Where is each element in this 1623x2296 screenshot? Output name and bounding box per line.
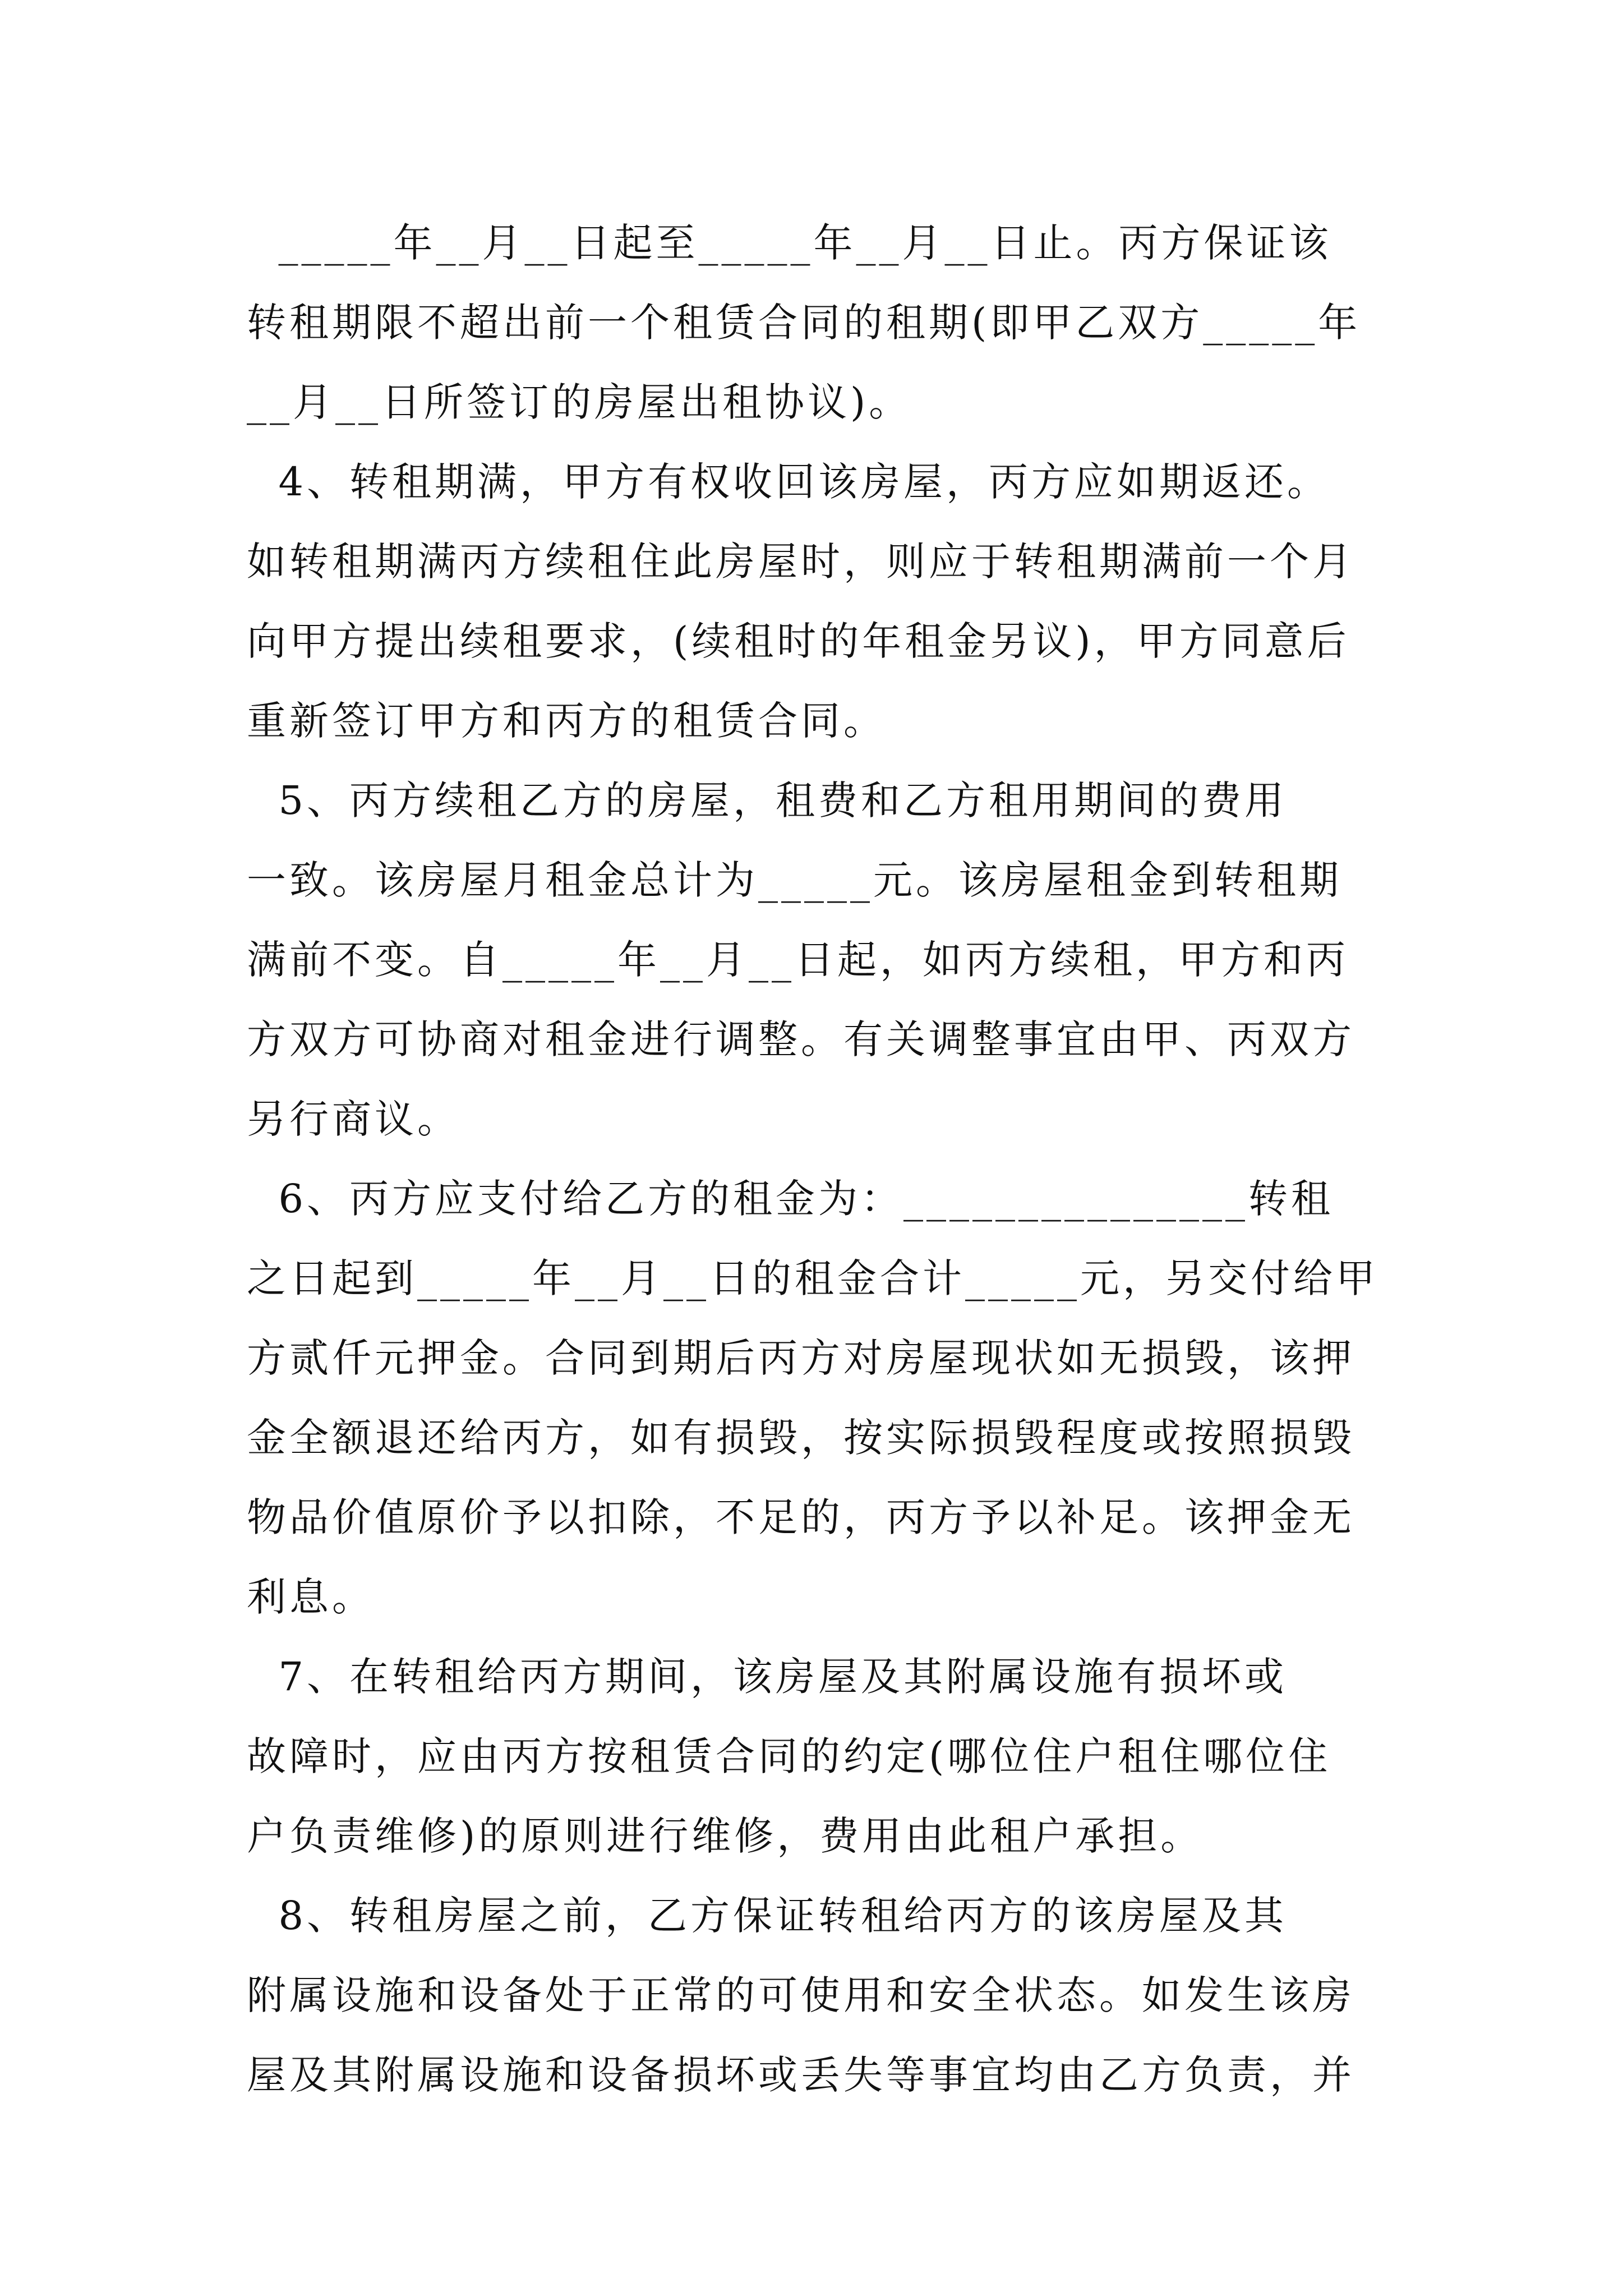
text-line: 6、丙方应支付给乙方的租金为：_______________转租 (247, 1176, 1334, 1222)
text-line: 4、转租期满，甲方有权收回该房屋，丙方应如期返还。 (247, 459, 1330, 505)
text-line: 屋及其附属设施和设备损坏或丢失等事宜均由乙方负责，并 (247, 2052, 1355, 2098)
text-line: 7、在转租给丙方期间，该房屋及其附属设施有损坏或 (247, 1654, 1288, 1700)
text-line: 5、丙方续租乙方的房屋，租费和乙方租用期间的费用 (247, 777, 1288, 823)
text-line: 物品价值原价予以扣除，不足的，丙方予以补足。该押金无 (247, 1494, 1355, 1540)
text-line: 一致。该房屋月租金总计为_____元。该房屋租金到转租期 (247, 857, 1342, 903)
text-line: 重新签订甲方和丙方的租赁合同。 (247, 698, 886, 744)
text-line: 8、转租房屋之前，乙方保证转租给丙方的该房屋及其 (247, 1893, 1288, 1939)
contract-text (247, 203, 1391, 2115)
text-line: 满前不变。自_____年__月__日起，如丙方续租，甲方和丙 (247, 937, 1349, 983)
text-line: 方双方可协商对租金进行调整。有关调整事宜由甲、丙双方 (247, 1016, 1355, 1062)
text-line: 方贰仟元押金。合同到期后丙方对房屋现状如无损毁，该押 (247, 1335, 1355, 1381)
text-line: __月__日所签订的房屋出租协议)。 (247, 379, 912, 425)
text-line: 向甲方提出续租要求，(续租时的年租金另议)，甲方同意后 (247, 618, 1350, 664)
text-line: 转租期限不超出前一个租赁合同的租期(即甲乙双方_____年 (247, 300, 1361, 346)
text-line: 之日起到_____年__月__日的租金合计_____元，另交付给甲 (247, 1255, 1378, 1301)
text-line: 故障时，应由丙方按租赁合同的约定(哪位住户租住哪位住 (247, 1733, 1331, 1779)
text-line: 另行商议。 (247, 1096, 460, 1142)
text-line: 如转租期满丙方续租住此房屋时，则应于转租期满前一个月 (247, 539, 1355, 585)
text-line: _____年__月__日起至_____年__月__日止。丙方保证该 (247, 220, 1332, 266)
text-line: 户负责维修)的原则进行维修，费用由此租户承担。 (247, 1813, 1204, 1859)
text-line: 金全额退还给丙方，如有损毁，按实际损毁程度或按照损毁 (247, 1415, 1355, 1461)
text-line: 利息。 (247, 1574, 375, 1620)
text-line: 附属设施和设备处于正常的可使用和安全状态。如发生该房 (247, 1972, 1355, 2018)
